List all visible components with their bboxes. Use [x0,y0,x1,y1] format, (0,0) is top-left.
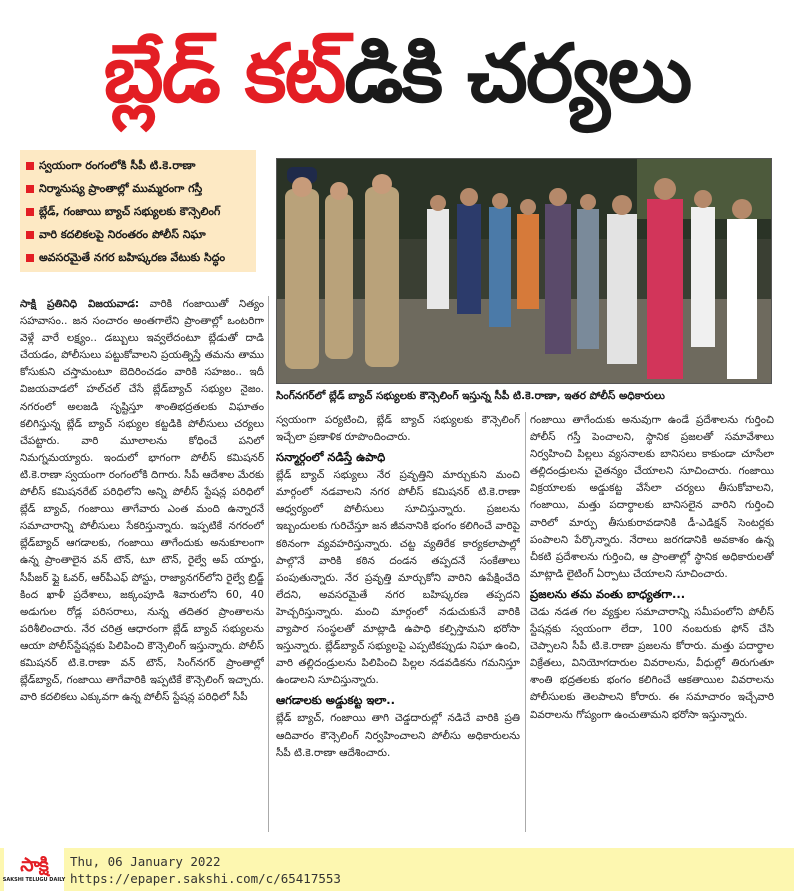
photo-caption: సింగ్‌నగర్‌లో బ్లేడ్ బ్యాచ్ సభ్యులకు కౌన్సెలింగ్ ఇస్తున్న సీపీ టి.కె.రాణా, ఇతర పోలీస్ అధికారులు [276,390,665,402]
subheading: ప్రజలను తమ వంతు బాధ్యతగా... [530,586,686,601]
bullet-square-icon [26,185,34,193]
subheading: సన్మార్గంలో నడిస్తే ఉపాధి [276,450,386,465]
article-column-3 [530,412,774,832]
highlight-item: వారి కదలికలపై నిరంతరం పోలీస్ నిఘా [26,223,250,246]
epaper-link[interactable]: https://epaper.sakshi.com/c/65417553 [70,870,341,886]
byline: సాక్షి ప్రతినిధి విజయవాడ: [20,298,140,310]
article-text: గంజాయి తాగేందుకు అనువుగా ఉండే ప్రదేశాలను గుర్తించి పోలీస్ గస్తీ పెంచాలని, స్థానిక ప్రజలతో సమావేశాలు నిర్వహించి పిల్లలు వ్యసనాలకు బానిసలు కాకుండా చూసేలా తల్లిదండ్రులను చైతన్యం చేయాలని సూచించారు. గంజాయి విక్రయాలకు అడ్డుకట్ట వేసేలా చర్యలు తీసుకోవాలని, గంజాయి, మత్తు పదార్థాలకు బానిసలైన వారిని గుర్తించి వారిలో మార్పు తీసుకురావడానికి డీ-ఎడిక్షన్ సెంటర్లకు పంపాలని పేర్కొన్నారు. నేరాలు జరగడానికి అవకాశం ఉన్న చీకటి ప్రదేశాలను గుర్తించి, ఆ ప్రాంతాల్లో స్థానిక అధికారులతో మాట్లాడి లైటింగ్ ఏర్పాటు చేయాలని సూచించారు. [530,414,774,580]
column-divider [268,296,269,832]
highlight-item: స్వయంగా రంగంలోకి సీపీ టి.కె.రాణా [26,154,250,177]
article-text: చెడు నడత గల వ్యక్తుల సమాచారాన్ని సమీపంలోని పోలీస్ స్టేషన్లకు స్వయంగా లేదా, 100 నంబరుకు ఫోన్ చేసి చెప్పాలని సీపీ టి.కె.రాణా ప్రజలను కోరారు. మత్తు పదార్థాల విక్రేతలు, వినియోగదారుల వివరాలను, వీధుల్లో తిరుగుతూ శాంతి భద్రతలకు భంగం కలిగించే ఆకతాయిల వివరాలను పోలీసులకు తెలపాలని కోరారు. ఈ సమాచారం ఇచ్చేవారి వివరాలను గోప్యంగా ఉంచుతామని భరోసా ఇస్తున్నారు. [530,605,774,721]
bullet-square-icon [26,208,34,216]
article-text: బ్లేడ్ బ్యాచ్ సభ్యులు నేర ప్రవృత్తిని మార్చుకుని మంచి మార్గంలో నడవాలని నగర పోలీస్ కమిషనర్ టి.కె.రాణా ఆధ్వర్యంలో పోలీసులు సూచిస్తున్నారు. ప్రజలను ఇబ్బందులకు గురిచేస్తూ జన జీవనానికి భంగం కలిగించే వారిపై కఠినంగా వ్యవహరిస్తున్నారు. చట్ట వ్యతిరేక కార్యకలాపాల్లో పాల్గొనే వారికి కఠిన దండన తప్పదనే సంకేతాలు పంపుతున్నారు. నేర ప్రవృత్తి మార్చుకోని వారిని ఉపేక్షించేది లేదని, అవసరమైతే నగర బహిష్కరణ తప్పదని హెచ్చరిస్తున్నారు. మంచి మార్గంలో నడుచుకునే వారికి వ్యాపార సంస్థలతో మాట్లాడి ఉపాధి కల్పిస్తామని భరోసా ఇస్తున్నారు. బ్లేడ్‌బ్యాచ్ సభ్యులపై ఎప్పటికప్పుడు నిఘా ఉంచి, వారి తల్లిదండ్రులను పిలిపించి పిల్లల నడవడికను గమనిస్తూ ఉండాలని సూచిస్తున్నారు. [276,469,520,687]
bullet-square-icon [26,162,34,170]
bullet-square-icon [26,231,34,239]
highlight-item: బ్లేడ్, గంజాయి బ్యాచ్ సభ్యులకు కౌన్సెలింగ్ [26,200,250,223]
headline-black-part: డికి చర్యలు [344,27,691,120]
highlight-item: అవసరమైతే నగర బహిష్కరణ వేటుకు సిద్ధం [26,246,250,269]
footer-meta [70,853,341,887]
column-divider [525,412,526,832]
article-column-1 [20,296,264,832]
article-text: బ్లేడ్ బ్యాచ్, గంజాయి తాగి చెడ్డదారుల్లో నడిచే వారికి ప్రతి ఆదివారం కౌన్సెలింగ్ నిర్వహించాలని పోలీసు అధికారులను సీపీ టి.కె.రాణా ఆదేశించారు. [276,712,520,759]
sakshi-logo: సాక్షి SAKSHI TELUGU DAILY [4,848,64,891]
highlight-item: నిర్మానుష్య ప్రాంతాల్లో ముమ్మరంగా గస్తీ [26,177,250,200]
bullet-square-icon [26,254,34,262]
article-column-2 [276,412,520,832]
edition-date: Thu, 06 January 2022 [70,853,221,869]
article-text: వారికి గంజాయితో నిత్యం సహవాసం.. జన సంచారం అంతగాలేని ప్రాంతాల్లో ఒంటరిగా వెళ్లే వారే లక్ష్యం.. డబ్బులు ఇవ్వలేదంటూ బ్లేడుతో దాడి చేయడం, పోలీసులు పట్టుకోవాలని ప్రయత్నిస్తే తమను తాము కోసుకుని చస్తామంటూ బెదిరించడం వారికి సహజం.. ఇదీ విజయవాడలో హల్‌చల్ చేసే బ్లేడ్‌బ్యాచ్ సభ్యుల నైజం. నగరంలో అలజడి సృష్టిస్తూ శాంతిభద్రతలకు విఘాతం కలిగిస్తున్న బ్లేడ్ బ్యాచ్ సభ్యుల కట్టడికి పోలీసులు చర్యలు చేపట్టారు. వారి మూలాలను కోధించే పనిలో నిమగ్నమయ్యారు. ఇందులో భాగంగా పోలీస్ కమిషనర్ టి.కె.రాణా స్వయంగా రంగంలోకి దిగారు. సీపీ ఆదేశాల మేరకు పోలీస్ కమిషనరేట్ పరిధిలోని అన్ని పోలీస్ స్టేషన్ల పరిధిలో బ్లేడ్ బ్యాచ్, గంజాయి తాగేవారు ఎంత మంది ఉన్నారనే సమాచారాన్ని పోలీసులు సేకరిస్తున్నారు. ఇప్పటికే నగరంలో బ్లేడ్‌బ్యాచ్ ఆగడాలకు, గంజాయి తాగేందుకు అనుకూలంగా ఉన్న ప్రాంతాలైన వన్ టౌన్, టూ టౌన్, రైల్వే అప్ యార్డు, సీపీజర్ ఫ్లై ఓవర్, ఆర్‌పీఎఫ్ పోస్టు, రాజ్యానగర్‌లోని రైల్వే బ్రిడ్జ్ కింద ఖాళీ ప్రదేశాలు, జక్కంపూడి శివారులోని 60, 40 అడుగుల రోడ్ల పరిసరాలు, నున్న తదితర ప్రాంతాలను పరిశీలించారు. నేర చరిత్ర ఆధారంగా బ్లేడ్ బ్యాచ్ సభ్యులను ఆయా పోలీస్‌స్టేషన్లకు పిలిపించి కౌన్సెలింగ్ ఇస్తున్నారు. పోలీస్ కమిషనర్ టి.కె.రాణా వన్ టౌన్, సింగ్‌నగర్ ప్రాంతాల్లో బ్లేడ్‌బ్యాచ్, గంజాయి తాగేవారికి ఇప్పటికే కౌన్సెలింగ్ ఇచ్చారు. వారి కదలికలు ఎక్కువగా ఉన్న పోలీస్ స్టేషన్ల పరిధిలో సీపీ [20,298,264,704]
photo-illustration [277,159,772,384]
headline-red-part: బ్లేడ్ కట్ [103,27,345,120]
subheading: ఆగడాలకు అడ్డుకట్ట ఇలా.. [276,693,396,708]
article-text: స్వయంగా పర్యటించి, బ్లేడ్ బ్యాచ్ సభ్యులకు కౌన్సెలింగ్ ఇచ్చేలా ప్రణాళిక రూపొందించారు. [276,414,520,444]
highlights-box [20,150,256,272]
epaper-footer [0,848,794,891]
headline [0,0,794,148]
news-photo [276,158,772,384]
